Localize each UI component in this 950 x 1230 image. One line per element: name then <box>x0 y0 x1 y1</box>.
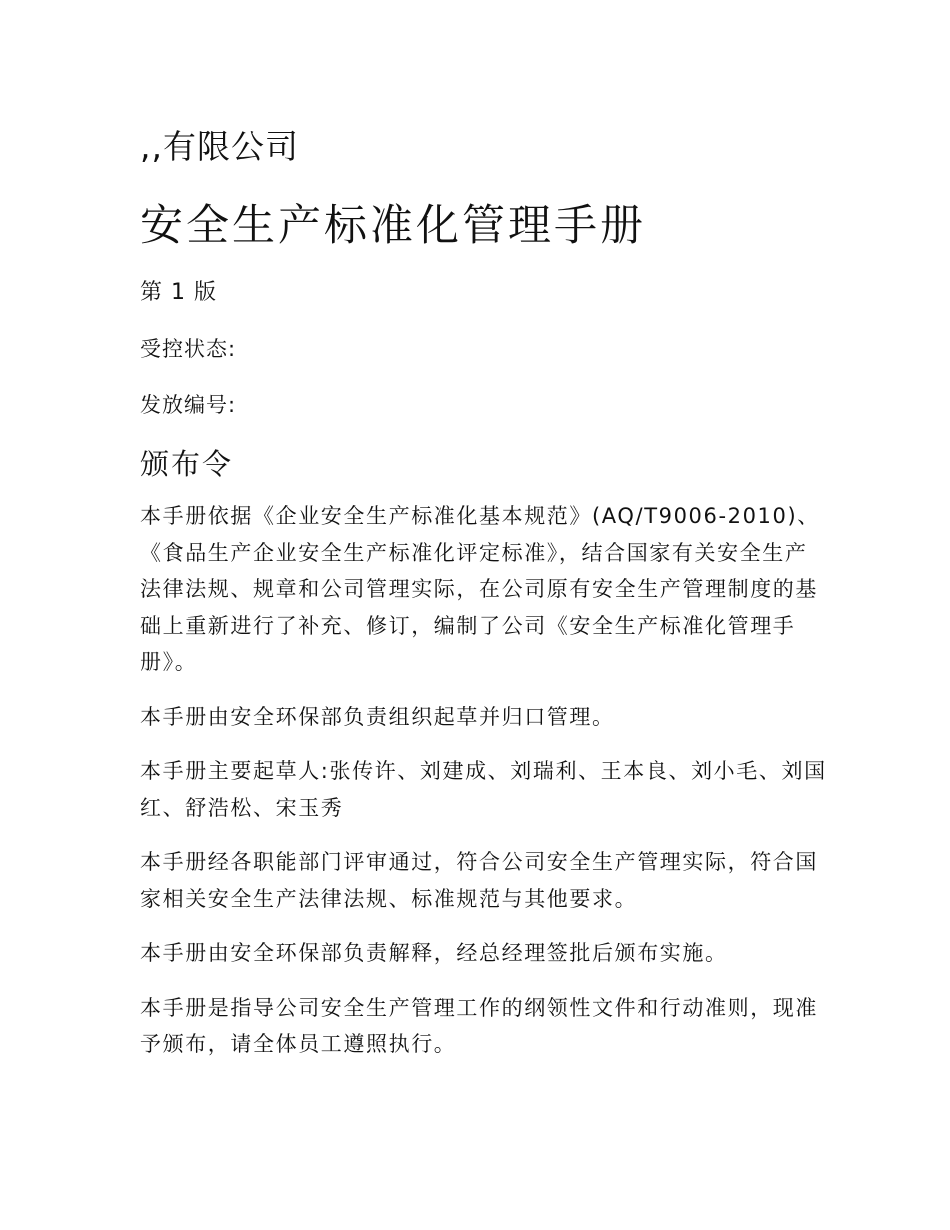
promulgation-heading: 颁布令 <box>140 447 234 481</box>
paragraph-drafters: 本手册主要起草人:张传许、刘建成、刘瑞利、王本良、刘小毛、刘国红、舒浩松、宋玉秀 <box>140 759 827 820</box>
paragraph-review: 本手册经各职能部门评审通过，符合公司安全生产管理实际，符合国家相关安全生产法律法规、标准规范与其他要求。 <box>140 850 818 911</box>
document-body <box>140 124 830 1081</box>
paragraph-management: 本手册由安全环保部负责组织起草并归口管理。 <box>140 704 615 729</box>
manual-title: 安全生产标准化管理手册 <box>140 201 646 251</box>
company-name: ,,有限公司 <box>140 127 299 166</box>
control-status-label: 受控状态: <box>140 337 237 361</box>
edition-label: 第 1 版 <box>140 280 217 305</box>
paragraph-promulgation: 本手册是指导公司安全生产管理工作的纲领性文件和行动准则，现准予颁布，请全体员工遵照执行。 <box>140 995 818 1056</box>
paragraph-basis: 本手册依据《企业安全生产标准化基本规范》(AQ/T9006-2010)、《食品生产企业安全生产标准化评定标准》，结合国家有关安全生产法律法规、规章和公司管理实际，在公司原有安全生产管理制度的基础上重新进行了补充、修订，编制了公司《安全生产标准化管理手册》。 <box>140 504 820 674</box>
issue-number-label: 发放编号: <box>140 393 237 417</box>
paragraph-interpretation: 本手册由安全环保部负责解释，经总经理签批后颁布实施。 <box>140 941 728 965</box>
